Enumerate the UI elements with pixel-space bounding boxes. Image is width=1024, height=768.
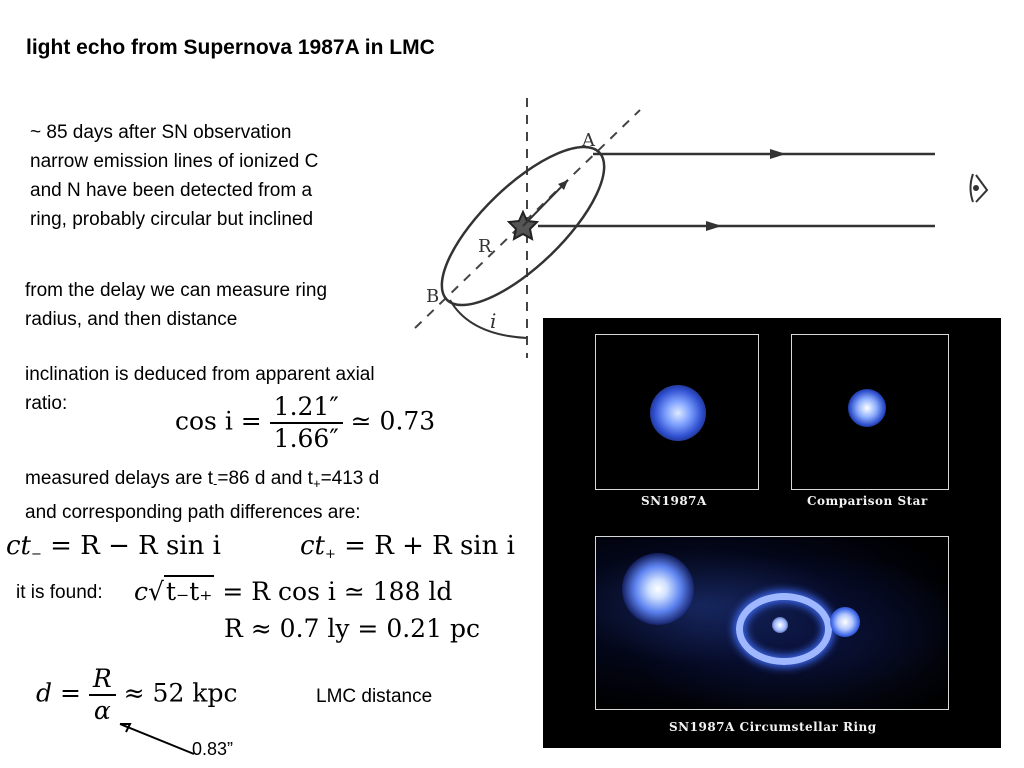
found-label: it is found:	[16, 582, 103, 603]
ring-center-star	[772, 617, 788, 633]
comparison-star-frame	[791, 334, 949, 490]
text-line: inclination is deduced from apparent axial	[25, 364, 375, 385]
sn1987a-image-frame	[595, 334, 759, 490]
cos-i-equation	[175, 392, 435, 454]
lmc-distance-label: LMC distance	[316, 686, 433, 707]
equation-rhs: = R cos i ≃ 188 ld	[214, 577, 453, 606]
subscript: +	[312, 476, 321, 491]
equation-lhs: d =	[36, 678, 81, 708]
fraction-numerator: 1.21″	[270, 392, 343, 424]
ct-minus-equation	[6, 531, 221, 562]
observation-paragraph	[30, 118, 318, 234]
equation-rhs: ≈ 52 kpc	[123, 678, 238, 708]
equation-lhs: cos i =	[175, 406, 262, 436]
subscript: -	[213, 476, 218, 491]
text-line: ring, probably circular but inclined	[30, 209, 314, 230]
equation-rhs: ≃ 0.73	[350, 406, 436, 436]
label-r: R	[478, 236, 492, 257]
supernova-glow	[650, 385, 706, 441]
comparison-star-glow	[848, 389, 886, 427]
label-b: B	[426, 286, 440, 307]
text-line: ~ 85 days after SN observation	[30, 122, 292, 143]
delay-paragraph	[25, 276, 327, 334]
text-line: radius, and then distance	[25, 309, 238, 330]
equation-lhs: ct	[6, 531, 32, 561]
text-fragment: =86 d and t	[217, 468, 313, 489]
page-title: light echo from Supernova 1987A in LMC	[26, 36, 435, 59]
subscript: +	[325, 547, 336, 562]
radius-equation: R ≈ 0.7 ly = 0.21 pc	[224, 614, 480, 643]
text-line: from the delay we can measure ring	[25, 280, 328, 301]
sn1987a-photo	[543, 318, 1001, 748]
square-root-term: t₋t₊	[165, 577, 213, 606]
ct-plus-equation	[300, 531, 515, 562]
equation-lhs: ct	[300, 531, 326, 561]
caption-comparison-star: Comparison Star	[807, 494, 928, 508]
equation-lhs: c	[134, 577, 149, 606]
label-a: A	[582, 130, 595, 151]
equation-rhs: = R + R sin i	[335, 531, 515, 561]
label-i: i	[490, 309, 497, 333]
circumstellar-ring-frame	[595, 536, 949, 710]
text-line: narrow emission lines of ionized C	[30, 151, 319, 172]
text-line: ratio:	[25, 393, 68, 414]
found-equation: c√t₋t₊ = R cos i ≃ 188 ld	[134, 577, 453, 606]
text-line	[25, 464, 379, 498]
caption-sn1987a: SN1987A	[641, 494, 707, 508]
text-line: and N have been detected from a	[30, 180, 313, 201]
delays-paragraph	[25, 464, 379, 527]
alpha-pointer-line	[110, 718, 200, 758]
caption-circumstellar-ring: SN1987A Circumstellar Ring	[669, 720, 877, 734]
fraction	[270, 392, 343, 454]
subscript: −	[31, 547, 42, 562]
fraction	[89, 664, 116, 726]
text-fragment: =413 d	[320, 468, 380, 489]
bright-star-glow	[622, 553, 694, 625]
neighbor-star-glow	[830, 607, 860, 637]
alpha-value: 0.83”	[192, 739, 234, 759]
fraction-numerator: R	[89, 664, 116, 696]
distance-equation	[36, 664, 237, 726]
fraction-denominator: α	[93, 696, 111, 725]
fraction-denominator: 1.66″	[273, 424, 339, 453]
text-line: and corresponding path differences are:	[25, 502, 361, 523]
equation-rhs: = R − R sin i	[41, 531, 221, 561]
text-fragment: measured delays are t	[25, 468, 213, 489]
